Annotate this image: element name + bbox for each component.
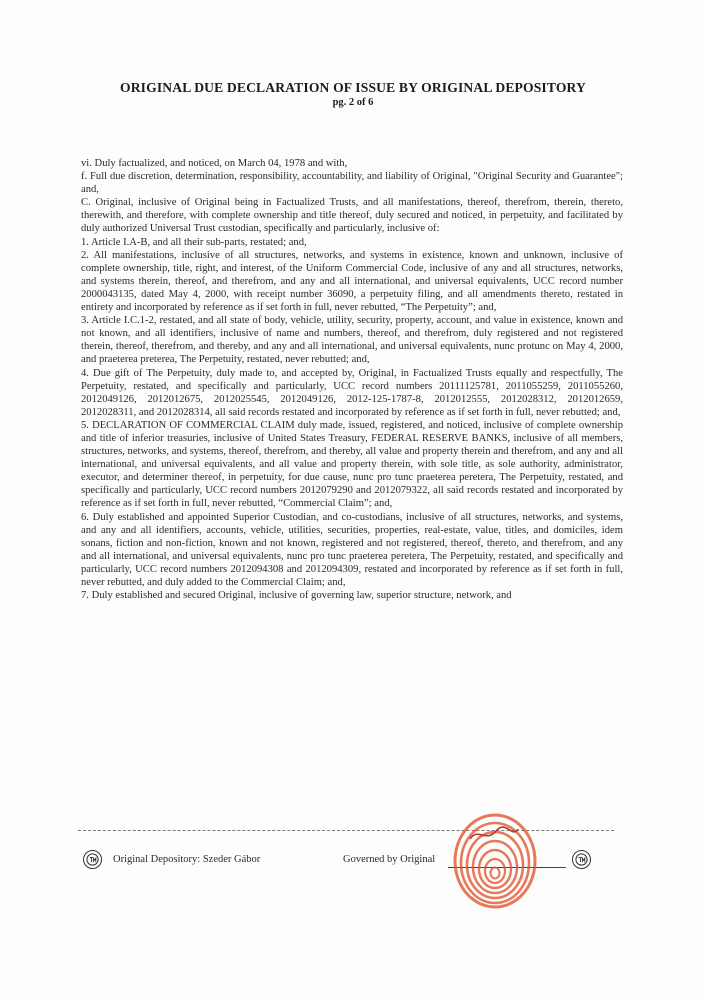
paragraph: 1. Article I.A-B, and all their sub-parts, restated; and,	[81, 236, 307, 248]
paragraph: 7. Duly established and secured Original, inclusive of governing law, superior structure, network, and	[81, 590, 512, 602]
paragraph: C. Original, inclusive of Original being in Factualized Trusts, and all manifestations, thereof, therefrom, therein, thereto, therewith, and therefore, with complete ownership and title thereof, duly secured and noticed, in perpetuity, and facilitated by duly authorized Universal Trust custodian, specifically and particularly, inclusive of:	[81, 197, 623, 235]
page-number: pg. 2 of 6	[332, 97, 374, 108]
governed-label: Governed by Original	[343, 854, 436, 865]
paragraph: f. Full due discretion, determination, responsibility, accountability, and liability of Original, "Original Security and Guarantee"; and,	[81, 171, 623, 196]
depository-label: Original Depository: Szeder Gábor	[113, 854, 261, 865]
paragraph: vi. Duly factualized, and noticed, on March 04, 1978 and with,	[81, 158, 348, 169]
paragraph: 4. Due gift of The Perpetuity, duly made to, and accepted by, Original, in Factualized Trusts equally and respectfully, The Perpetuity, restated, and specifically and particularly, UCC record numbers 20111125781, 2011055259, 2011055260, 2012049126, 2012012675, 2012025545, 2012049126, 2012-125-1787-8, 2012012555, 2012028312, 2012012659, 2012028311, and 2012028314, all said records restated and incorporated by reference as if set forth in full, never rebutted; and,	[81, 367, 623, 418]
paragraph: 3. Article I.C.1-2, restated, and all state of body, vehicle, utility, security, property, account, and value in existence, known and not known, and all identifiers, inclusive of name and numbers, thereof, and therefrom, duly registered and not registered therein, thereof, therefrom, and thereby, and any and all international, and universal equivalents, nunc protunc on May 4, 2000, and praeterea preterea, The Perpetuity, restated, never rebutted; and,	[81, 315, 623, 366]
footer	[0, 845, 706, 885]
paragraph: 5. DECLARATION OF COMMERCIAL CLAIM duly made, issued, registered, and noticed, inclusive of complete ownership and title of inferior treasuries, inclusive of United States Treasury, FEDERAL RESERVE BANKS, inclusive of all members, structures, networks, and systems, thereof, therefrom, and thereby, all value and property therein and therefrom, and any and all international, and universal equivalents, and all value and property therein, with sole title, as sole authority, administrator, executor, and determiner thereof, in perpetuity, for due cause, nunc pro tunc praeterea peretera, The Perpetuity, restated, and specifically and particularly, UCC record numbers 2012079290 and 2012079322, all said records restated and incorporated by reference as if set forth in full, never rebutted, “Commercial Claim”; and,	[81, 419, 623, 510]
document-body	[81, 157, 623, 602]
thumbprint-icon	[446, 809, 544, 913]
paragraph: 6. Duly established and appointed Superior Custodian, and co-custodians, inclusive of all structures, networks, and systems, and any and all identifiers, accounts, vehicle, utilities, securities, properties, real-estate, value, titles, and domiciles, idem sonans, fiction and non-fiction, known and not known, registered and not registered, thereof, thereto, and therefrom, and any and all international, and universal equivalents, nunc pro tunc praeterea peretera, The Perpetuity, restated, and specifically and particularly, UCC record numbers 2012094308 and 2012094309, restated and incorporated by reference as if set forth in full, never rebutted, and duly added to the Commercial Claim; and,	[81, 511, 623, 588]
paragraph: 2. All manifestations, inclusive of all structures, networks, and systems in existence, known and unknown, inclusive of complete ownership, title, right, and interest, of the Uniform Commercial Code, inclusive of any and all structures, networks, and systems therein, thereof, and therefrom, and any and all international, and universal equivalents, UCC record number 2000043135, dated May 4, 2000, with receipt number 36090, a perpetuity filing, and all amendments thereto, restated in entirety and incorporated by reference as if set forth in full, never rebutted, “The Perpetuity”; and,	[81, 249, 623, 314]
tm-seal-icon	[83, 850, 102, 869]
document-header	[0, 80, 706, 108]
tm-seal-icon	[572, 850, 591, 869]
document-title: ORIGINAL DUE DECLARATION OF ISSUE BY ORIGINAL DEPOSITORY	[119, 80, 587, 95]
